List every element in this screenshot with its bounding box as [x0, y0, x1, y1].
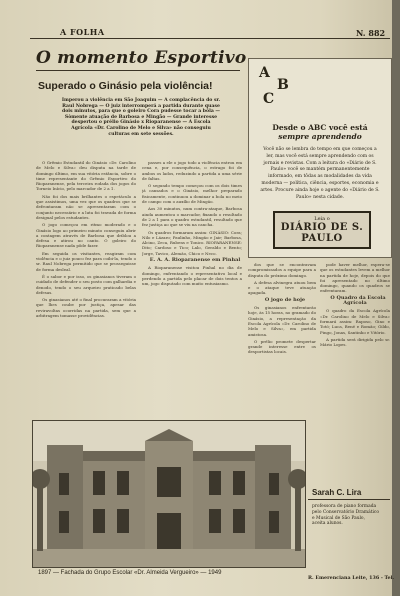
subsection-title: O Quadro da Escola Agrícola — [330, 294, 386, 307]
paragraph: O Grêmio Estudantil do Ginásio «Dr. Carolino de Melo e Silva» deu disputa na tarde de domingo último, em sua vitória estância, sobre o time representante do Grêmio Esportivo do Rioparanense, pela terceira rodada dos jogos do Torneio Início, pelo marcador de 2 a 1. — [36, 160, 136, 192]
paragraph: É o sabor e por isso, os ginasianos tiveram o cuidado de defender o seu posto com galhardia e denodo, tendo o seu arqueiro praticado belas defesas. — [36, 273, 136, 295]
letter-block: C — [263, 91, 275, 107]
card-text — [312, 504, 390, 527]
ad-headline — [253, 123, 387, 141]
paragraph: O prélio promete despertar grande interesse entre os desportistas locais. — [248, 338, 316, 355]
paragraph: O segundo tempo começou com os dois times já cansados e o Ginásio, melhor preparado fisicamente, continuou a dominar a bola no meio de campo com o auxílio de Mingão. — [142, 183, 242, 205]
paragraph: A defesa alvinegra atuou bem e o ataque teve atuação apagada. — [248, 279, 316, 296]
paragraph: O quadro da Escola Agrícola «Dr. Carolino de Melo e Silva» formará assim: Raposo, Gino e Totó; Luca, Bené e Romão; Gildo, Pingo, Jonas, Santinho e Vitório. — [320, 308, 390, 335]
article-column-3 — [248, 262, 316, 418]
subsection-title: O jogo de hoje — [264, 296, 306, 303]
paragraph: Em seguida os visitantes, reagiram com violência e o juiz pouco fez para coibi-la, tendo o sr. Raul Nobrega permitido que se prosseguisse de forma desleal. — [36, 250, 136, 272]
paragraph: pode haver melhor, espera-se que os estudantes levem a melhor na partida de hoje, depois do que foi apresentado no último domingo, quando os quadros se enfrentaram. — [320, 262, 390, 294]
letter-block: A — [259, 65, 270, 81]
paragraph: Não foi dos mais brilhantes o espetáculo a que assistimos, uma vez que os quadros que se defrontaram não se apresentaram com o conjunto necessário e a luta foi travada de forma desigual pelos estudantes. — [36, 193, 136, 220]
paragraph: Os quadros formaram assim: GINÁSIO: Cora; Nilo e Lázaro; Paulinho, Mingão e Jair; Barbosa, Alcino, Zeca, Rubens e Tonico. RIOPARANENSE: Dito; Cardoso e Tico; Lalo, Geraldo e Bento; Jorge, Tavico, Alemão, Chico e Neco. — [142, 229, 242, 256]
teacher-address: R. Emerenciana Leite, 136 - Tel. — [308, 575, 395, 581]
ad-headline-line: sempre aprendendo — [278, 132, 362, 141]
article-summary: Imperou a violência em São Joaquim — A complacência do sr. Raul Nobrega — O juiz interromperá a partida durante quase dois minutos, para que o goleiro Cora pudesse tocar a bôla — Sòmente atuação de Barbosa e Mingão — Grande interesse despertou o prélio Ginásio x Rioparanense — A Escola Agrícola «Dr. Carolino de Melo e Silva» não conseguiu culturas em sete sessões. — [61, 98, 221, 137]
paragraph: O jogo começou em ritmo moderado e o Ginásio logo ao primeiro minuto conseguiu abrir a contagem através de Barbosa que driblou a defesa e atirou no canto. O goleiro do Rioparanense nada pôde fazer. — [36, 222, 136, 249]
paragraph: A Rioparanense visitou Pinhal no dia de domingo, enfrentando o representativo local e perdendo a partida pelo placar de dois tentos a um, jogo disputado com muito entusiasmo. — [142, 265, 242, 287]
paragraph: dos que se encontravam compromissados a equipe para a disputa do próximo domingo. — [248, 262, 316, 278]
building-facade-illustration — [33, 421, 305, 567]
top-rule — [30, 38, 390, 39]
card-line: pelo Conservatório Dramático — [312, 509, 379, 515]
diario-logo — [273, 211, 371, 249]
logo-caption: Leia o — [314, 216, 330, 222]
article-column-2 — [142, 160, 242, 418]
ad-headline-line: Desde o ABC você está — [272, 123, 368, 132]
diario-advertisement — [248, 58, 392, 258]
abc-blocks-illustration — [255, 63, 301, 113]
article-title: Superado o Ginásio pela violência! — [38, 80, 213, 92]
paragraph: Os ginasianos até o final procuraram a vitória que lhes coube por justiça, apesar das reviravoltas ocorridas na partida, sem que a arbitragem tomasse providências. — [36, 297, 136, 319]
subsection-title: E. A. A. Rioparanense em Pinhal — [149, 257, 241, 264]
headline-rule — [36, 70, 240, 71]
school-building-photo — [32, 420, 306, 568]
card-line: aceita alunos. — [312, 521, 343, 527]
ad-body-text: Você não se lembra do tempo em que começou a ler, mas você está sempre aprendendo com os jornais e revistas. Com a leitura do «Diário de S. Paulo» você se mantém permanentemente informado, em tôdas as modalidades da vida moderna — política, ciência, esportes, economia e artes. Procure ainda hoje o agente do «Diário de S. Paulo» nesta cidade. — [260, 147, 380, 200]
card-rule — [308, 499, 390, 500]
piano-teacher-card — [308, 488, 390, 556]
letter-block: B — [277, 77, 289, 93]
publication-name: A FOLHA — [60, 27, 105, 37]
teacher-name: Sarah C. Lira — [312, 488, 362, 497]
photo-caption: 1897 — Fachada do Grupo Escolar «Dr. Almeida Vergueiro» — 1949 — [38, 570, 222, 576]
paragraph: Aos 30 minutos, num contra-ataque, Barbosa ainda aumentou o marcador, fixando o resultado de 2 a 1 para o quadro estudantil, resultado que fez justiça ao que se viu na cancha. — [142, 206, 242, 228]
issue-number: N. 882 — [356, 28, 386, 38]
card-line: professora de piano formada — [312, 504, 377, 509]
paragraph: A partida será dirigida pelo sr. Mário Lopes. — [320, 336, 390, 348]
binding-edge — [392, 0, 400, 596]
article-column-4 — [320, 262, 390, 484]
logo-name: DIÁRIO DE S. PAULO — [280, 222, 364, 244]
paragraph: passes a ele o jogo todo a violência entrou em cena e, por consequência, o estrago foi de ambos os lados, reduzindo a partida a uma série de faltas. — [142, 160, 242, 181]
section-headline: O momento Esportivo — [36, 48, 247, 68]
article-column-1 — [36, 160, 136, 418]
card-line: e Musical de São Paulo, — [312, 515, 365, 521]
paragraph: Os ginasianos enfrentarão hoje, às 15 horas, no gramado do Ginásio, a representação da Escola Agrícola «Dr. Carolino de Melo e Silva», em partida amistosa. — [248, 305, 316, 337]
